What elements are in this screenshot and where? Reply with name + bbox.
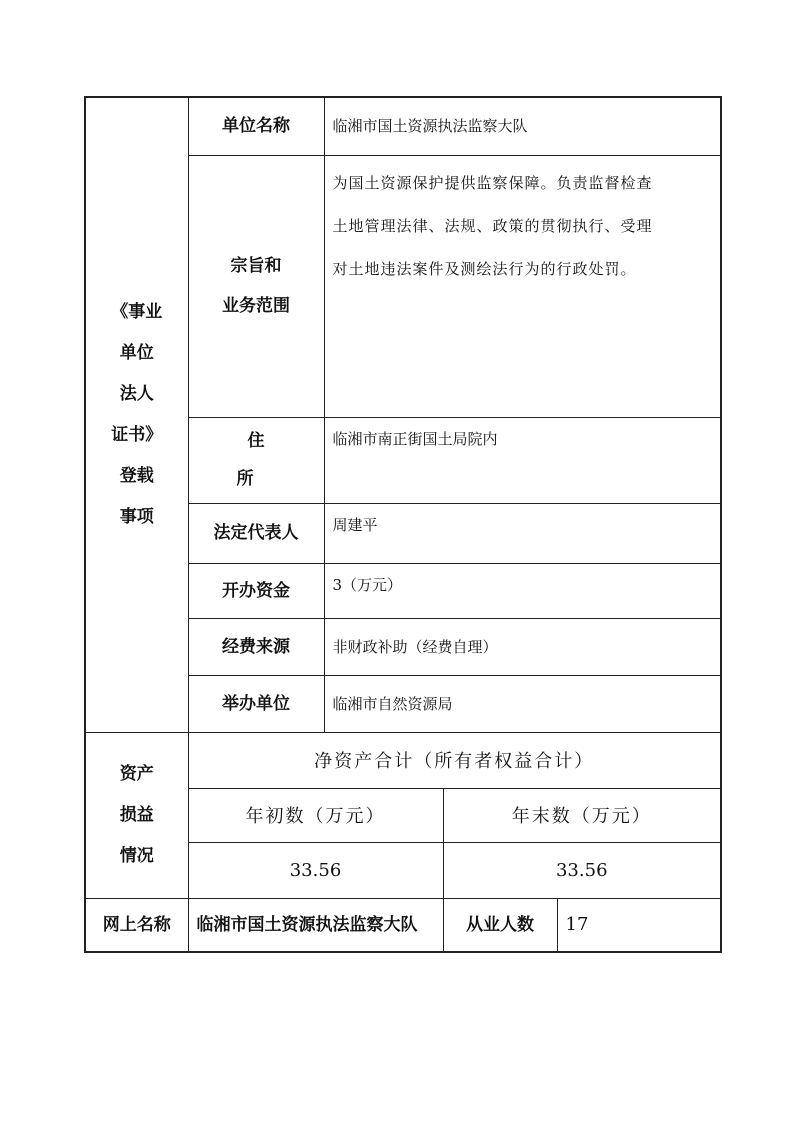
- net-assets-header: 净资产合计（所有者权益合计）: [188, 732, 721, 788]
- registration-form: [84, 96, 720, 953]
- section-label-line: 登载: [119, 465, 154, 486]
- legal-rep-label: 法定代表人: [188, 503, 324, 563]
- unit-name-label: 单位名称: [188, 97, 324, 155]
- sponsor-label: 举办单位: [188, 675, 324, 732]
- assets-label-line: 资产: [119, 763, 154, 784]
- scope-label-line2: 业务范围: [222, 296, 290, 316]
- capital-value: 3（万元）: [324, 563, 721, 618]
- online-name-value: 临湘市国土资源执法监察大队: [188, 898, 443, 952]
- section-label-line: 单位: [119, 342, 154, 363]
- assets-section-label: [85, 732, 188, 898]
- section-label-line: 法人: [119, 383, 154, 404]
- funding-value: 非财政补助（经费自理）: [324, 618, 721, 675]
- legal-rep-value: 周建平: [324, 503, 721, 563]
- capital-label: 开办资金: [188, 563, 324, 618]
- end-year-label: 年末数（万元）: [443, 788, 721, 842]
- address-value: 临湘市南正街国土局院内: [324, 417, 721, 503]
- address-label: [188, 417, 324, 503]
- registration-table: [84, 96, 722, 953]
- registration-section-label: [85, 97, 188, 732]
- assets-label-line: 情况: [119, 845, 154, 866]
- scope-label-line1: 宗旨和: [230, 256, 282, 276]
- address-label-text: 住 所: [236, 431, 326, 489]
- section-label-line: 证书》: [111, 424, 163, 445]
- begin-year-value: 33.56: [188, 842, 443, 898]
- scope-value-line3: 对土地违法案件及测绘法行为的行政处罚。: [332, 259, 637, 278]
- staff-value: 17: [557, 898, 721, 952]
- section-label-line: 事项: [119, 506, 154, 527]
- scope-value: [324, 155, 721, 417]
- unit-name-value: 临湘市国土资源执法监察大队: [324, 97, 721, 155]
- scope-value-line1: 为国土资源保护提供监察保障。负责监督检查: [332, 173, 653, 192]
- staff-label: 从业人数: [443, 898, 557, 952]
- begin-year-label: 年初数（万元）: [188, 788, 443, 842]
- scope-label: [188, 155, 324, 417]
- online-name-label: 网上名称: [85, 898, 188, 952]
- sponsor-value: 临湘市自然资源局: [324, 675, 721, 732]
- assets-label-line: 损益: [119, 804, 154, 825]
- end-year-value: 33.56: [443, 842, 721, 898]
- funding-label: 经费来源: [188, 618, 324, 675]
- scope-value-line2: 土地管理法律、法规、政策的贯彻执行、受理: [332, 216, 653, 235]
- section-label-line: 《事业: [111, 301, 163, 322]
